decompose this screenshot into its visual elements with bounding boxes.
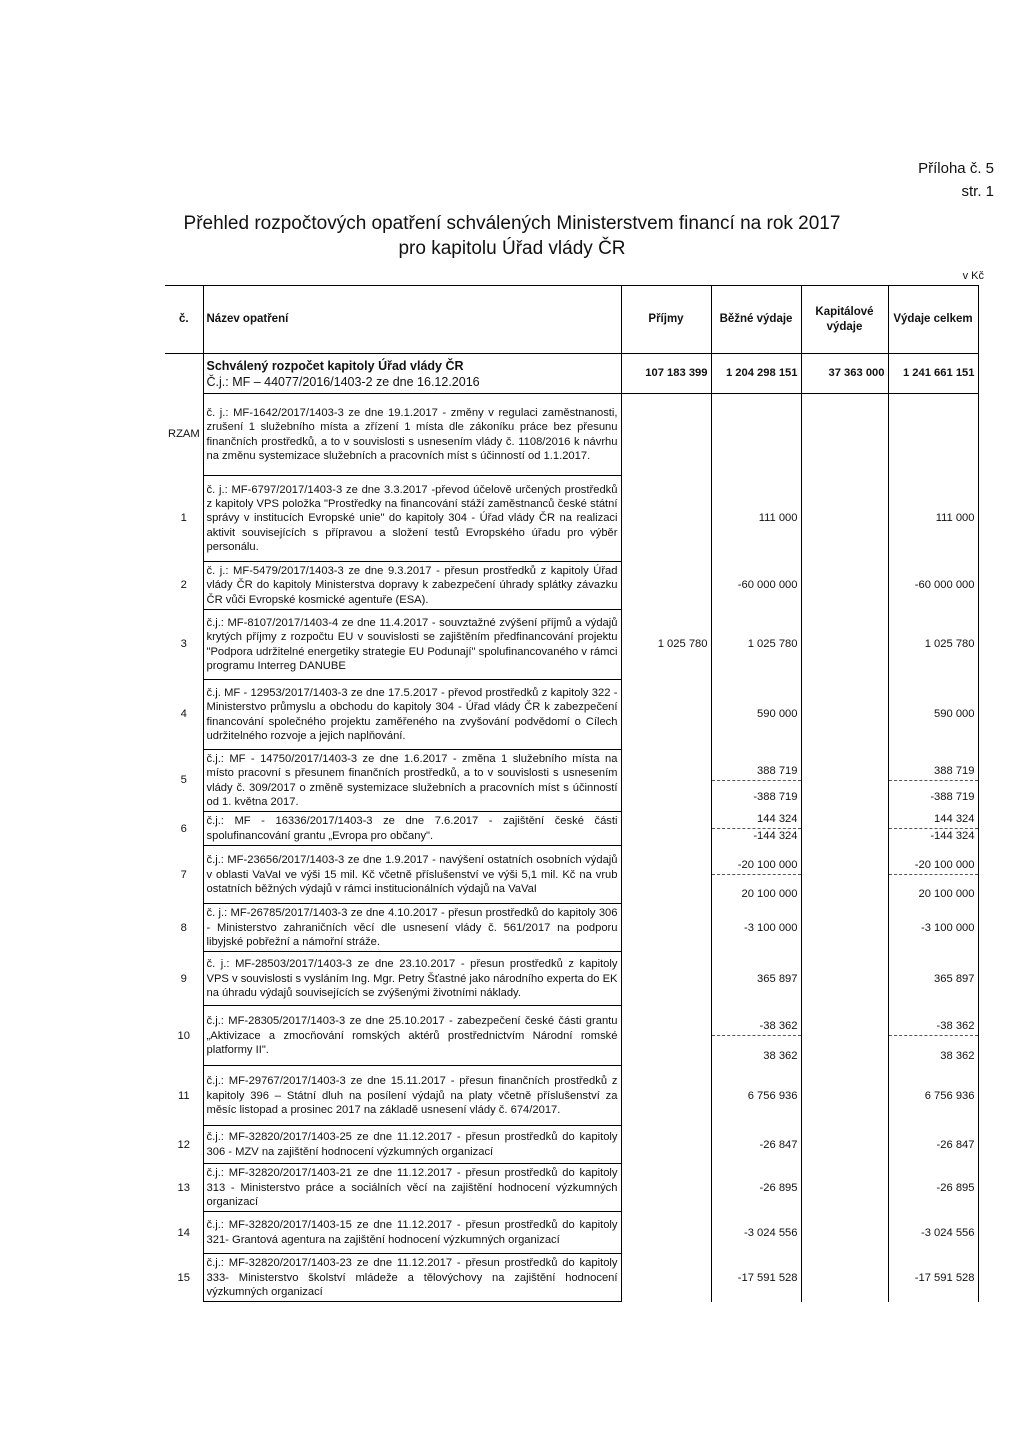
row-celkem	[888, 846, 978, 904]
row-number: 15	[177, 1271, 190, 1284]
table-row	[165, 812, 978, 846]
row-celkem	[888, 1006, 978, 1066]
row-prijmy: 1 025 780	[621, 610, 711, 680]
row-bezne: 1 025 780	[711, 610, 801, 680]
row-celkem-part1: -38 362	[889, 1006, 978, 1036]
table-row	[165, 1254, 978, 1302]
row-celkem	[888, 394, 978, 476]
row-prijmy	[621, 1254, 711, 1302]
row-bezne	[711, 394, 801, 476]
col-header-celkem: Výdaje celkem	[888, 286, 978, 354]
table-row	[165, 476, 978, 562]
row-bezne: -17 591 528	[711, 1254, 801, 1302]
row-kapitalove	[801, 1212, 888, 1254]
row-bezne: -60 000 000	[711, 562, 801, 610]
table-row	[165, 1126, 978, 1164]
row-number: 6	[180, 822, 187, 835]
table-row	[165, 1212, 978, 1254]
row-kapitalove	[801, 1164, 888, 1212]
row-bezne-part2: 38 362	[763, 1049, 798, 1062]
row-measure-name: č. j.: MF-28503/2017/1403-3 ze dne 23.10.2017 - přesun prostředků z kapitoly VPS v souvislosti s vysláním Ing. Mgr. Petry Šťastné jako národního experta do EK na úhradu výdajů souvisejících se zvýšenými životními náklady.	[203, 952, 621, 1006]
row-bezne: -26 847	[711, 1126, 801, 1164]
row-measure-name: č. j.: MF-1642/2017/1403-3 ze dne 19.1.2017 - změny v regulaci zaměstnanosti, zrušení 1 služebního místa a zřízení 1 místa dle zákoníku práce bez přesunu finančních prostředků, a to v souvislosti s usnesením vlády č. 1108/2016 k návrhu na změnu systemizace služebních a pracovních míst s účinností od 1.1.2017.	[203, 394, 621, 476]
row-celkem	[888, 750, 978, 812]
row-prijmy	[621, 904, 711, 952]
table-row	[165, 846, 978, 904]
row-kapitalove	[801, 846, 888, 904]
approved-budget-row	[165, 354, 978, 394]
approved-bezne: 1 204 298 151	[711, 354, 801, 394]
row-bezne: 590 000	[711, 680, 801, 750]
row-bezne	[711, 750, 801, 812]
row-kapitalove	[801, 476, 888, 562]
attachment-label: Příloha č. 5	[918, 160, 994, 177]
row-number: 13	[177, 1181, 190, 1194]
row-number: 14	[177, 1226, 190, 1239]
row-bezne-part2: 20 100 000	[741, 887, 798, 900]
row-bezne-part1: -38 362	[712, 1006, 801, 1036]
row-measure-name: č.j.: MF-32820/2017/1403-21 ze dne 11.12.2017 - přesun prostředků do kapitoly 313 - Ministerstvo práce a sociálních věcí na zajištění hodnocení výzkumných organizací	[203, 1164, 621, 1212]
table-row	[165, 952, 978, 1006]
row-measure-name: č.j.: MF-28305/2017/1403-3 ze dne 25.10.2017 - zabezpečení české části grantu „Aktivizace a zmocňování romských aktérů prostřednictvím Národní romské platformy II".	[203, 1006, 621, 1066]
document-title: Přehled rozpočtových opatření schválených Ministerstvem financí na rok 2017	[183, 213, 841, 234]
row-celkem-part1: 144 324	[889, 812, 978, 829]
row-number: RZAM	[168, 428, 200, 441]
row-bezne	[711, 846, 801, 904]
col-header-name: Název opatření	[203, 286, 621, 354]
row-prijmy	[621, 846, 711, 904]
row-measure-name: č.j.: MF-23656/2017/1403-3 ze dne 1.9.2017 - navýšení ostatních osobních výdajů v oblasti VaVaI ve výši 15 mil. Kč včetně příslušenství ve výši 5,1 mil. Kč na vrub ostatních běžných výdajů v rámci institucionálních výdajů na VaVaI	[203, 846, 621, 904]
row-celkem: -3 100 000	[888, 904, 978, 952]
table-row	[165, 394, 978, 476]
row-kapitalove	[801, 812, 888, 846]
table-row	[165, 1006, 978, 1066]
row-number: 5	[180, 774, 187, 787]
row-number: 11	[177, 1089, 190, 1102]
row-celkem-part2: 20 100 000	[918, 887, 975, 900]
row-bezne-part1: 388 719	[712, 755, 801, 781]
row-celkem	[888, 812, 978, 846]
row-prijmy	[621, 680, 711, 750]
row-prijmy	[621, 1006, 711, 1066]
row-bezne-part1: -20 100 000	[712, 846, 801, 875]
page-number: str. 1	[961, 183, 994, 200]
row-prijmy	[621, 1066, 711, 1126]
col-header-kapitalove: Kapitálové výdaje	[801, 286, 888, 354]
table-row	[165, 680, 978, 750]
col-header-bezne: Běžné výdaje	[711, 286, 801, 354]
row-celkem-part2: -144 324	[930, 829, 975, 842]
row-kapitalove	[801, 952, 888, 1006]
row-kapitalove	[801, 904, 888, 952]
approved-kapitalove: 37 363 000	[801, 354, 888, 394]
row-celkem: 1 025 780	[888, 610, 978, 680]
row-number: 2	[180, 579, 187, 592]
row-measure-name: č.j.: MF-32820/2017/1403-23 ze dne 11.12.2017 - přesun prostředků do kapitoly 333- Ministerstvo školství mládeže a tělovýchovy na zajištění hodnocení výzkumných organizací	[203, 1254, 621, 1302]
table-row	[165, 1164, 978, 1212]
row-prijmy	[621, 812, 711, 846]
row-celkem: -26 895	[888, 1164, 978, 1212]
row-measure-name: č. j.: MF-5479/2017/1403-3 ze dne 9.3.2017 - přesun prostředků z kapitoly Úřad vlády ČR do kapitoly Ministerstva dopravy k zabezpečení úhrady splátky závazku ČR vůči Evropské kosmické agentuře (ESA).	[203, 562, 621, 610]
row-kapitalove	[801, 394, 888, 476]
row-bezne	[711, 812, 801, 846]
approved-budget-ref: Č.j.: MF – 44077/2016/1403-2 ze dne 16.12.2016	[206, 374, 480, 389]
row-bezne: 6 756 936	[711, 1066, 801, 1126]
table-row	[165, 750, 978, 812]
row-bezne: 111 000	[711, 476, 801, 562]
row-celkem-part1: -20 100 000	[889, 846, 978, 875]
row-prijmy	[621, 1164, 711, 1212]
table-row	[165, 1066, 978, 1126]
row-bezne-part2: -144 324	[753, 829, 798, 842]
row-prijmy	[621, 476, 711, 562]
row-measure-name: č.j.: MF-29767/2017/1403-3 ze dne 15.11.2017 - přesun finančních prostředků z kapitoly 396 – Státní dluh na posílení výdajů na platy včetně příslušenství za měsíc listopad a prosinec 2017 na základě usnesení vlády č. 674/2017.	[203, 1066, 621, 1126]
row-celkem-part1: 388 719	[889, 755, 978, 781]
row-kapitalove	[801, 680, 888, 750]
row-measure-name: č.j. MF - 12953/2017/1403-3 ze dne 17.5.2017 - převod prostředků z kapitoly 322 - Ministerstvo průmyslu a obchodu do kapitoly 304 - Úřad vlády ČR k zabezpečení financování společného projektu zaměřeného na zvyšování podvědomí o Cílech udržitelného rozvoje a jejich naplňování.	[203, 680, 621, 750]
row-celkem-part2: -388 719	[930, 790, 975, 803]
row-celkem: 111 000	[888, 476, 978, 562]
row-bezne: -3 100 000	[711, 904, 801, 952]
row-measure-name: č.j.: MF-32820/2017/1403-25 ze dne 11.12.2017 - přesun prostředků do kapitoly 306 - MZV na zajištění hodnocení výzkumných organizací	[203, 1126, 621, 1164]
row-bezne-part1: 144 324	[712, 812, 801, 829]
row-celkem: 365 897	[888, 952, 978, 1006]
approved-celkem: 1 241 661 151	[888, 354, 978, 394]
table-row	[165, 904, 978, 952]
row-kapitalove	[801, 750, 888, 812]
row-celkem: 6 756 936	[888, 1066, 978, 1126]
row-celkem: 590 000	[888, 680, 978, 750]
row-prijmy	[621, 1212, 711, 1254]
currency-unit: v Kč	[962, 270, 984, 282]
table-row	[165, 562, 978, 610]
row-measure-name: č.j.: MF-8107/2017/1403-4 ze dne 11.4.2017 - souvztažné zvýšení příjmů a výdajů krytých příjmy z rozpočtu EU v souvislosti se zajištěním předfinancování projektu "Podpora udržitelné energetiky strategie EU Podunají" spolufinancovaného v rámci programu Interreg DANUBE	[203, 610, 621, 680]
row-number: 7	[180, 868, 187, 881]
row-kapitalove	[801, 1066, 888, 1126]
row-prijmy	[621, 1126, 711, 1164]
table-row	[165, 610, 978, 680]
row-bezne	[711, 1006, 801, 1066]
row-measure-name: č.j.: MF - 14750/2017/1403-3 ze dne 1.6.2017 - změna 1 služebního místa na místo pracovní s přesunem finančních prostředků, a to v souvislosti s usnesením vlády č. 309/2017 o změně systemizace služebních a pracovních míst s účinností od 1. května 2017.	[203, 750, 621, 812]
row-bezne: -3 024 556	[711, 1212, 801, 1254]
row-number: 8	[180, 921, 187, 934]
col-header-prijmy: Příjmy	[621, 286, 711, 354]
row-measure-name: č.j.: MF-32820/2017/1403-15 ze dne 11.12.2017 - přesun prostředků do kapitoly 321- Grantová agentura na zajištění hodnocení výzkumných organizací	[203, 1212, 621, 1254]
approved-budget-title: Schválený rozpočet kapitoly Úřad vlády ČR	[206, 358, 464, 373]
row-number: 9	[180, 972, 187, 985]
row-kapitalove	[801, 1126, 888, 1164]
row-number: 10	[177, 1029, 190, 1042]
document-subtitle: pro kapitolu Úřad vlády ČR	[398, 238, 626, 259]
row-bezne: 365 897	[711, 952, 801, 1006]
row-celkem: -3 024 556	[888, 1212, 978, 1254]
row-kapitalove	[801, 610, 888, 680]
row-prijmy	[621, 952, 711, 1006]
table-header-row	[165, 286, 978, 354]
row-prijmy	[621, 394, 711, 476]
row-number: 4	[180, 708, 187, 721]
row-celkem-part2: 38 362	[940, 1049, 975, 1062]
row-measure-name: č.j.: MF - 16336/2017/1403-3 ze dne 7.6.2017 - zajištění české části spolufinancování grantu „Evropa pro občany".	[203, 812, 621, 846]
row-prijmy	[621, 750, 711, 812]
row-celkem: -60 000 000	[888, 562, 978, 610]
approved-prijmy: 107 183 399	[621, 354, 711, 394]
row-prijmy	[621, 562, 711, 610]
col-header-no: č.	[165, 286, 203, 354]
row-celkem: -26 847	[888, 1126, 978, 1164]
row-number: 1	[180, 512, 187, 525]
row-celkem: -17 591 528	[888, 1254, 978, 1302]
row-kapitalove	[801, 1254, 888, 1302]
row-kapitalove	[801, 562, 888, 610]
row-kapitalove	[801, 1006, 888, 1066]
approved-budget-cell	[203, 354, 621, 394]
row-bezne-part2: -388 719	[753, 790, 798, 803]
row-measure-name: č. j.: MF-26785/2017/1403-3 ze dne 4.10.2017 - přesun prostředků do kapitoly 306 - Ministerstvo zahraničních věcí dle usnesení vlády č. 561/2017 na podporu libyjské pobřežní a námořní stráže.	[203, 904, 621, 952]
budget-measures-table	[165, 285, 979, 1302]
row-number: 3	[180, 638, 187, 651]
row-measure-name: č. j.: MF-6797/2017/1403-3 ze dne 3.3.2017 -převod účelově určených prostředků z kapitoly VPS položka "Prostředky na financování stáží zaměstnanců české státní správy v institucích Evropské unie" do kapitoly 304 - Úřad vlády ČR na realizaci aktivit souvisejících s přípravou a složení testů Evropského úřadu pro výběr personálu.	[203, 476, 621, 562]
row-number: 12	[177, 1138, 190, 1151]
row-bezne: -26 895	[711, 1164, 801, 1212]
